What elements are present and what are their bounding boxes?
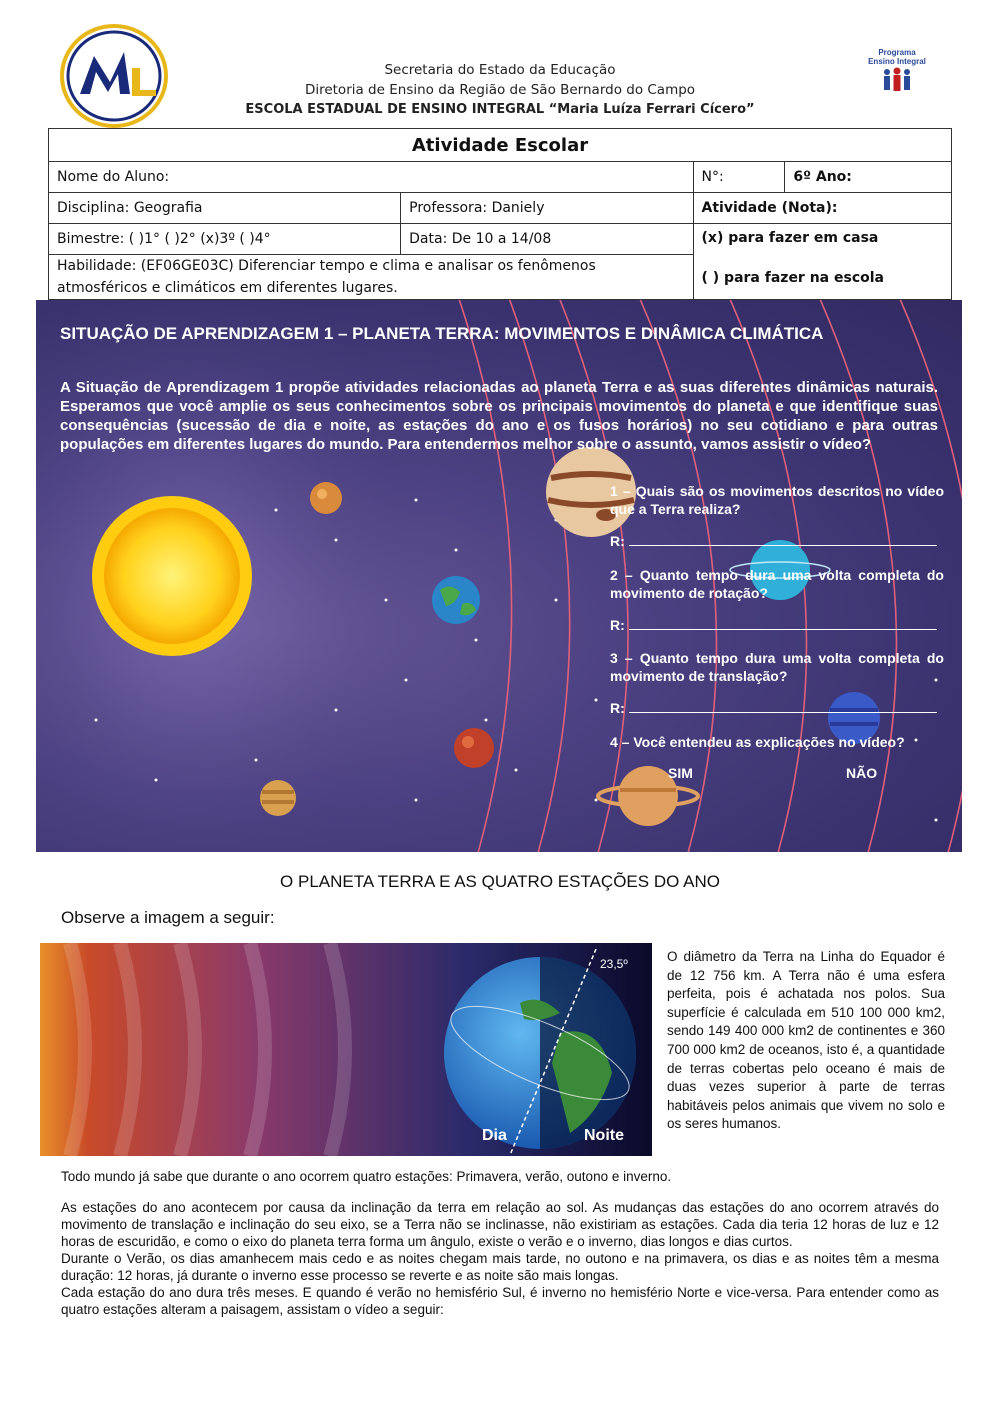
- question-4: 4 – Você entendeu as explicações no vídeo?: [610, 734, 905, 750]
- subject-cell: Disciplina: Geografia: [49, 193, 401, 224]
- year-field[interactable]: 6º Ano:: [785, 162, 952, 193]
- bimester-cell: Bimestre: ( )1° ( )2° (x)3º ( )4°: [49, 224, 401, 255]
- answer-label: R:: [610, 700, 625, 716]
- day-label: Dia: [482, 1127, 507, 1144]
- sun-icon: [92, 496, 252, 656]
- banner-title: SITUAÇÃO DE APRENDIZAGEM 1 – PLANETA TERRA: MOVIMENTOS E DINÂMICA CLIMÁTICA: [60, 324, 824, 343]
- date-cell: Data: De 10 a 14/08: [401, 224, 693, 255]
- observe-label: Observe a imagem a seguir:: [61, 908, 275, 927]
- question-3: 3 – Quanto tempo dura uma volta completa do movimento de translação?: [610, 650, 944, 684]
- paragraph-1: Todo mundo já sabe que durante o ano ocorrem quatro estações: Primavera, verão, outono e inverno.: [61, 1169, 672, 1184]
- header-line-1: Secretaria do Estado da Educação: [384, 62, 616, 78]
- answer-3[interactable]: [610, 699, 940, 717]
- home-option[interactable]: (x) para fazer em casa: [701, 230, 879, 246]
- answer-1[interactable]: [610, 532, 940, 550]
- earth-description: O diâmetro da Terra na Linha do Equador é de 12 756 km. A Terra não é uma esfera perfeita, pois é achatada nos polos. Sua superfície é calculada em 510 100 000 km2, sendo 149 400 000 km2 de continentes e 360 700 000 km2 de oceanos, isto é, a quantidade de terras cobertas pelo oceano é mais de duas vezes superior à parte de terras habitáveis pelos animais que vivem no solo e os seres humanos.: [667, 949, 945, 1132]
- question-2: 2 – Quanto tempo dura uma volta completa do movimento de rotação?: [610, 567, 944, 601]
- answer-label: R:: [610, 533, 625, 549]
- option-sim[interactable]: SIM: [668, 765, 693, 781]
- earth-tilt-image: [40, 943, 652, 1156]
- activity-form: [48, 128, 952, 300]
- paragraph-2: As estações do ano acontecem por causa da inclinação da terra em relação ao sol. As mudanças das estações do ano ocorrem através do movimento de translação e inclinação do seu eixo, se a Terra não se inclinasse, não existiriam as estações. Cada dia teria 12 horas de luz e 12 horas de escuridão, e como o eixo do planeta terra forma um ângulo, existe o verão e o inverno, dias longos e dias curtos.: [61, 1200, 939, 1249]
- answer-label: R:: [610, 617, 625, 633]
- question-1: 1 – Quais são os movimentos descritos no vídeo que a Terra realiza?: [610, 483, 944, 517]
- form-title: Atividade Escolar: [49, 129, 952, 162]
- night-label: Noite: [584, 1127, 624, 1144]
- option-nao[interactable]: NÃO: [846, 765, 878, 781]
- student-name-field[interactable]: Nome do Aluno:: [49, 162, 694, 193]
- grade-cell[interactable]: Atividade (Nota):: [693, 193, 951, 224]
- number-field[interactable]: N°:: [693, 162, 785, 193]
- paragraph-4: Cada estação do ano dura três meses. E quando é verão no hemisfério Sul, é inverno no hemisfério Norte e vice-versa. Para entender como as quatro estações alteram a paisagem, assistam o vídeo a seguir:: [61, 1285, 939, 1317]
- header-line-2: Diretoria de Ensino da Região de São Bernardo do Campo: [304, 82, 696, 98]
- program-logo-text: Programa Ensino Integral: [868, 48, 926, 66]
- section-title: O PLANETA TERRA E AS QUATRO ESTAÇÕES DO ANO: [280, 872, 720, 891]
- paragraphs-block: [61, 1199, 939, 1318]
- school-name: ESCOLA ESTADUAL DE ENSINO INTEGRAL “Maria Luíza Ferrari Cícero”: [245, 102, 755, 117]
- banner-intro: A Situação de Aprendizagem 1 propõe atividades relacionadas ao planeta Terra e as suas diferentes dinâmicas naturais. Esperamos que você amplie os seus conhecimentos sobre os principais movimentos do planeta e que identifique suas consequências (sucessão de dia e noite, as estações do ano e os fusos horários) no seu cotidiano e para outras populações em diferentes lugares do mundo. Para entendermos melhor sobre o assunto, vamos assistir o vídeo?: [60, 379, 938, 453]
- school-option[interactable]: ( ) para fazer na escola: [701, 270, 884, 286]
- answer-2[interactable]: [610, 616, 940, 634]
- mode-cell: [693, 224, 951, 300]
- skill-cell: Habilidade: (EF06GE03C) Diferenciar tempo e clima e analisar os fenômenos atmosféricos e climáticos em diferentes lugares.: [49, 255, 694, 300]
- solar-system-banner: [36, 300, 962, 852]
- teacher-cell: Professora: Daniely: [401, 193, 693, 224]
- paragraph-3: Durante o Verão, os dias amanhecem mais cedo e as noites chegam mais tarde, no outono e na primavera, os dias e as noites têm a mesma duração: 12 horas, já durante o inverno esse processo se reverte e as noite são mais longas.: [61, 1251, 939, 1283]
- angle-label: 23,5º: [600, 957, 628, 971]
